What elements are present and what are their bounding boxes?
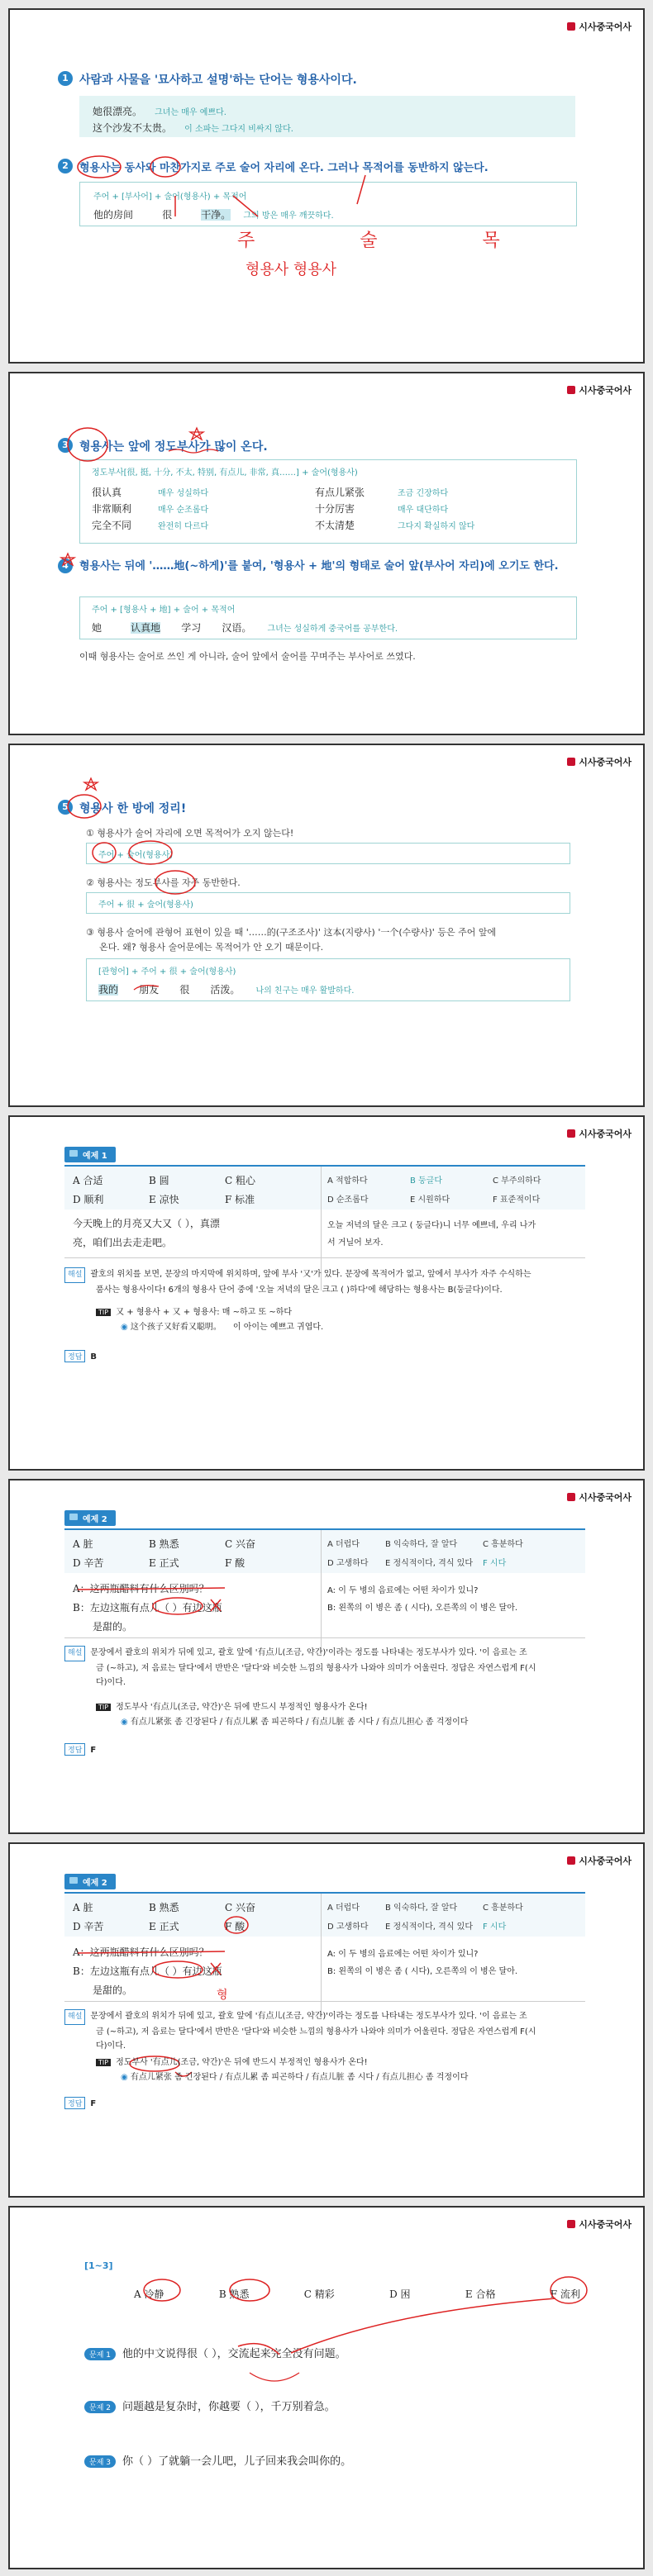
brand-name: 시사중국어사	[579, 757, 632, 768]
option: E 合格	[465, 2288, 496, 2300]
explanation-label: 해설	[64, 2009, 85, 2025]
explanation-text: 품사는 형용사이다! 6개의 형용사 단어 중에 '오늘 저녁의 달은 크고 ( )하다'에 해당하는 형용사는 B(둥글다)이다.	[96, 1286, 503, 1295]
question-line: 서 거닐어 보자.	[327, 1238, 384, 1248]
question-text: 你（ ）了就躺一会儿吧，儿子回来我会叫你的。	[122, 2455, 352, 2468]
formula-box	[86, 843, 570, 864]
option: E 正式	[149, 1557, 179, 1569]
brand-logo	[567, 1490, 632, 1504]
example-predicate: 干净。	[201, 209, 231, 221]
explanation-text: 다)이다.	[96, 1678, 126, 1687]
option: D 辛苦	[73, 1557, 104, 1569]
tip-box: TIP 又 + 형용사 + 又 + 형용사: 매 ~하고 또 ~하다 ◉ 这个孩子又好看又聪明。 이 아이는 예쁘고 귀엽다.	[96, 1305, 323, 1335]
option-ko: F 시다	[483, 1922, 507, 1932]
brand-logo	[567, 1854, 632, 1867]
option: C 粗心	[225, 1175, 255, 1186]
option-ko: B 둥글다	[410, 1176, 443, 1186]
explanation-text: 문장에서 괄호의 위치가 뒤에 있고, 괄호 앞에 '有点儿(조금, 약간)'이라는 정도를 나타내는 정도부사가 있다. '이 음료는 조	[90, 2012, 527, 2021]
cn: 不太清楚	[315, 519, 355, 531]
example-tag: 예제 2	[64, 1874, 116, 1889]
point-heading: 사람과 사물을 '묘사하고 설명'하는 단어는 형용사이다.	[79, 74, 357, 87]
answer	[64, 1743, 96, 1756]
question-line: B: 왼쪽의 이 병은 좀 ( 시다), 오른쪽의 이 병은 달아.	[327, 1967, 518, 1976]
point-number: 4	[58, 558, 73, 573]
summary-item: ② 형용사는 정도부사를 자주 동반한다.	[86, 877, 241, 888]
formula: 주어 + [형용사 + 地] + 술어 + 목적어	[92, 606, 236, 615]
example-subject: 朋友	[139, 984, 160, 996]
question-line: A：这两瓶醋料有什么区别吗？	[73, 1946, 209, 1958]
option: F 酸	[225, 1921, 245, 1932]
question-text: 问题越是复杂时，你越要（ ），千万别着急。	[122, 2401, 336, 2413]
formula: 정도부사[很, 挺, 十分, 不太, 特别, 有点儿, 非常, 真……] + 술어(형용사)	[92, 468, 358, 478]
ko: 매우 대단하다	[398, 505, 449, 515]
option: C 兴奋	[225, 1902, 255, 1913]
question-line: A: 이 두 병의 음료에는 어떤 차이가 있니?	[327, 1586, 479, 1595]
example-adverbial: 认真地	[131, 622, 161, 634]
example-cn: 这个沙发不太贵。	[93, 122, 173, 134]
question-ko	[327, 1218, 536, 1248]
brand-icon	[567, 22, 575, 31]
tip-example-ko: 이 아이는 예쁘고 귀엽다.	[232, 1323, 324, 1332]
option-ko: E 정식적이다, 격식 있다	[385, 1922, 473, 1932]
option: B 圆	[149, 1175, 169, 1186]
question-cn	[73, 1216, 220, 1249]
cn: 有点儿紧张	[315, 486, 365, 498]
option: A 脏	[73, 1538, 93, 1550]
tip-example: 有点儿紧张 좀 긴장된다 / 有点儿累 좀 피곤하다 / 有点儿脏 좀 시다 / 有点儿担心 좀 걱정이다	[130, 1718, 469, 1727]
summary-item: ③ 형용사 술어에 관형어 표현이 있을 때 '……的(구조조사)' 这本(지량사) '一个(수량사)' 등은 주어 앞에	[86, 927, 497, 938]
option-table	[64, 1165, 585, 1210]
formula-box	[79, 182, 577, 226]
option: E 正式	[149, 1921, 179, 1932]
point-number: 3	[58, 438, 73, 453]
explanation-text: 금 (~하고), 저 음료는 달다'에서 반반은 '달다'와 비슷한 느낌의 형용사가 나와야 의미가 어울린다. 정답은 자연스럽게 F(시	[96, 2027, 536, 2037]
tip-label: TIP	[96, 1704, 111, 1711]
slide-1	[8, 8, 645, 364]
option: C 精彩	[303, 2288, 335, 2300]
formula-box	[86, 958, 570, 1001]
example-ko: 나의 친구는 매우 활발하다.	[255, 986, 355, 996]
option: D 辛苦	[73, 1921, 104, 1932]
ko: 매우 성실하다	[158, 488, 209, 498]
ko: 조금 긴장하다	[398, 488, 449, 498]
formula: 주어 + 很 + 술어(형용사)	[98, 901, 193, 910]
brand-logo	[567, 383, 632, 397]
brand-name: 시사중국어사	[579, 1492, 632, 1503]
formula: 주어 + [부사어] + 술어(형용사) + 목적어	[93, 192, 247, 202]
option-ko: D 고생하다	[327, 1922, 369, 1932]
question-cn	[73, 1945, 222, 1997]
explanation	[64, 2009, 593, 2053]
option-ko: A 적합하다	[327, 1176, 368, 1186]
option-ko: E 정식적이다, 격식 있다	[385, 1559, 473, 1568]
explanation-label: 해설	[64, 1646, 85, 1661]
cn: 非常顺利	[92, 502, 132, 515]
cn: 完全不同	[92, 519, 132, 531]
slide-7	[8, 2206, 645, 2569]
option-ko: C 부주의하다	[493, 1176, 541, 1186]
explanation-text: 문장에서 괄호의 위치가 뒤에 있고, 괄호 앞에 '有点儿(조금, 약간)'이라는 정도를 나타내는 정도부사가 있다. '이 음료는 조	[90, 1648, 527, 1657]
slide-6	[8, 1842, 645, 2198]
example-box	[79, 96, 575, 137]
answer-label: 정답	[64, 1743, 85, 1756]
option: B 熟悉	[149, 1902, 179, 1913]
brand-icon	[567, 1129, 575, 1138]
answer-value: F	[90, 1746, 97, 1755]
question-1	[84, 2345, 346, 2360]
question-label: 문제 1	[84, 2348, 116, 2360]
question-line: B：左边这瓶有点儿（ ）有边这瓶	[73, 1602, 222, 1614]
tip-label: TIP	[96, 1309, 111, 1316]
option: F 标准	[225, 1194, 255, 1205]
question-line: B: 왼쪽의 이 병은 좀 ( 시다), 오른쪽의 이 병은 달아.	[327, 1604, 518, 1613]
example-ko: 이 소파는 그다지 비싸지 않다.	[184, 125, 293, 134]
tip-text: 정도부사 '有点儿(조금, 약간)'은 뒤에 반드시 부정적인 형용사가 온다!	[116, 2058, 368, 2067]
brand-name: 시사중국어사	[579, 1129, 632, 1139]
answer-label: 정답	[64, 1350, 85, 1362]
question-ko	[327, 1583, 517, 1613]
explanation-label: 해설	[64, 1267, 85, 1283]
question-ko	[327, 1946, 517, 1976]
brand-logo	[567, 20, 632, 33]
formula-box	[79, 596, 577, 639]
answer-label: 정답	[64, 2097, 85, 2109]
option: A 脏	[73, 1902, 93, 1913]
point-heading: 형용사 한 방에 정리!	[79, 802, 187, 815]
question-range: [1~3]	[84, 2260, 113, 2271]
formula: [관형어] + 주어 + 很 + 술어(형용사)	[98, 967, 236, 977]
brand-icon	[567, 386, 575, 394]
option: D 顺利	[73, 1194, 104, 1205]
option-list	[134, 2287, 580, 2301]
option-ko: F 시다	[483, 1559, 507, 1568]
tip-example: 这个孩子又好看又聪明。	[130, 1323, 222, 1332]
explanation	[64, 1267, 593, 1297]
question-line: 是甜的。	[93, 1984, 133, 1996]
option-ko: C 흥분하다	[483, 1540, 523, 1549]
formula-box	[86, 892, 570, 914]
brand-logo	[567, 1127, 632, 1140]
example-adverb: 很	[162, 209, 173, 221]
brand-name: 시사중국어사	[579, 385, 632, 396]
explanation-text: 다)이다.	[96, 2041, 126, 2051]
option: F 酸	[225, 1557, 245, 1569]
question-line: A: 이 두 병의 음료에는 어떤 차이가 있니?	[327, 1950, 479, 1959]
answer	[64, 1350, 97, 1362]
tip-example: 有点儿紧张 좀 긴장된다 / 有点儿累 좀 피곤하다 / 有点儿脏 좀 시다 / 有点儿担心 좀 걱정이다	[130, 2073, 469, 2082]
slide-5	[8, 1479, 645, 1834]
brand-icon	[567, 1493, 575, 1501]
brand-icon	[567, 2220, 575, 2228]
option-table	[64, 1528, 585, 1573]
example-ko: 그녀는 매우 예쁘다.	[155, 108, 226, 117]
brand-icon	[567, 1856, 575, 1865]
handwritten-note: 주 술 목	[237, 231, 550, 251]
slide-2	[8, 372, 645, 735]
cn: 十分厉害	[315, 502, 355, 515]
ko: 매우 순조롭다	[158, 505, 209, 515]
brand-icon	[567, 758, 575, 766]
question-3	[84, 2452, 351, 2468]
answer	[64, 2097, 96, 2109]
point-heading: 형용사는 뒤에 '……地(~하게)'를 붙여, '형용사 + 地'의 형태로 술어 앞(부사어 자리)에 오기도 한다.	[79, 560, 559, 573]
option-ko: B 익숙하다, 잘 알다	[385, 1540, 458, 1549]
example-cn: 她很漂亮。	[93, 106, 143, 117]
option: C 兴奋	[225, 1538, 255, 1550]
answer-value: F	[90, 2099, 97, 2108]
option: A 合适	[73, 1175, 103, 1186]
example-verb: 学习	[181, 622, 202, 634]
option: F 流利	[550, 2288, 580, 2300]
question-line: A：这两瓶醋料有什么区别吗？	[73, 1583, 209, 1595]
option: B 熟悉	[218, 2288, 250, 2300]
tip-box: TIP 정도부사 '有点儿(조금, 약간)'은 뒤에 반드시 부정적인 형용사가 온다! ◉ 有点儿紧张 좀 긴장된다 / 有点儿累 좀 피곤하다 / 有点儿脏 좀 시다 / 有点儿担心 좀 걱정이다	[96, 1700, 468, 1730]
example-adverb: 很	[179, 984, 190, 996]
explanation-text: 괄호의 위치를 보면, 문장의 마지막에 위치하며, 앞에 부사 '又'가 있다. 문장에 목적어가 없고, 앞에서 부사가 자주 수식하는	[90, 1270, 531, 1279]
formula: 주어 + 술어(형용사)	[98, 851, 174, 860]
example-predicate: 活泼。	[210, 984, 241, 996]
adverb-examples	[92, 483, 563, 533]
tip-text: 정도부사 '有点儿(조금, 약간)'은 뒤에 반드시 부정적인 형용사가 온다!	[116, 1703, 368, 1712]
brand-name: 시사중국어사	[579, 2219, 632, 2230]
option-ko: B 익숙하다, 잘 알다	[385, 1903, 458, 1913]
option: B 熟悉	[149, 1538, 179, 1550]
question-label: 문제 3	[84, 2455, 116, 2468]
example-subject: 她	[92, 622, 102, 634]
cn: 很认真	[92, 486, 122, 498]
example-subject: 他的房间	[93, 209, 134, 221]
note: 이때 형용사는 술어로 쓰인 게 아니라, 술어 앞에서 술어를 꾸며주는 부사어로 쓰였다.	[79, 651, 416, 662]
handwritten-note: 형용사 형용사	[245, 261, 337, 278]
option-ko: D 고생하다	[327, 1559, 369, 1568]
answer-value: B	[90, 1352, 98, 1362]
point-number: 1	[58, 71, 73, 86]
question-2	[84, 2398, 336, 2413]
tip-text: 又 + 형용사 + 又 + 형용사: 매 ~하고 또 ~하다	[116, 1308, 293, 1317]
brand-logo	[567, 755, 632, 768]
example-ko: 그의 방은 매우 깨끗하다.	[243, 211, 334, 221]
option: E 凉快	[149, 1194, 179, 1205]
point-heading: 형용사는 동사와 마찬가지로 주로 술어 자리에 온다. 그러나 목적어를 동반하지 않는다.	[79, 162, 489, 174]
option-table	[64, 1892, 585, 1937]
slide-3	[8, 744, 645, 1107]
example-tag: 예제 1	[64, 1147, 116, 1162]
summary-item: 온다. 왜? 형용사 술어문에는 목적어가 안 오기 때문이다.	[99, 942, 324, 953]
question-line: 오늘 저녁의 달은 크고 ( 둥글다)니 너무 예쁘네, 우리 나가	[327, 1221, 536, 1230]
formula-box	[79, 459, 577, 544]
example-tag: 예제 2	[64, 1510, 116, 1526]
tip-box: TIP 정도부사 '有点儿(조금, 약간)'은 뒤에 반드시 부정적인 형용사가 온다! ◉ 有点儿紧张 좀 긴장된다 / 有点儿累 좀 피곤하다 / 有点儿脏 좀 시다 / 有点儿担心 좀 걱정이다	[96, 2056, 468, 2085]
point-heading: 형용사는 앞에 정도부사가 많이 온다.	[79, 440, 268, 454]
summary-item: ① 형용사가 술어 자리에 오면 목적어가 오지 않는다!	[86, 828, 294, 839]
ko: 완전히 다르다	[158, 521, 209, 531]
option: A 冷静	[134, 2288, 164, 2300]
question-line: 是甜的。	[93, 1621, 133, 1633]
slide-4	[8, 1115, 645, 1471]
handwritten-note: 형	[217, 1989, 228, 2002]
question-line: 今天晚上的月亮又大又（ ），真漂	[73, 1218, 220, 1229]
explanation	[64, 1646, 593, 1690]
brand-logo	[567, 2217, 632, 2231]
brand-name: 시사중국어사	[579, 1856, 632, 1866]
ko: 그다지 확실하지 않다	[398, 521, 475, 531]
question-label: 문제 2	[84, 2401, 116, 2413]
option-ko: C 흥분하다	[483, 1903, 523, 1913]
example-attributive: 我的	[98, 984, 119, 996]
option-ko: F 표준적이다	[493, 1195, 541, 1205]
point-number: 2	[58, 159, 73, 173]
example-ko: 그녀는 성실하게 중국어를 공부한다.	[267, 625, 398, 634]
option-ko: E 시원하다	[410, 1195, 450, 1205]
option-ko: A 더럽다	[327, 1540, 360, 1549]
option: D 困	[389, 2288, 411, 2300]
point-number: 5	[58, 800, 73, 815]
brand-name: 시사중국어사	[579, 21, 632, 32]
question-line: 亮，咱们出去走走吧。	[73, 1237, 173, 1248]
option-ko: A 더럽다	[327, 1903, 360, 1913]
example-object: 汉语。	[222, 622, 252, 634]
question-cn	[73, 1581, 222, 1633]
question-line: B：左边这瓶有点儿（ ）有边这瓶	[73, 1965, 222, 1977]
question-text: 他的中文说得很（ ），交流起来完全没有问题。	[122, 2348, 346, 2360]
handwriting-annotation	[10, 373, 645, 735]
option-ko: D 순조롭다	[327, 1195, 369, 1205]
tip-label: TIP	[96, 2059, 111, 2066]
explanation-text: 금 (~하고), 저 음료는 달다'에서 반반은 '달다'와 비슷한 느낌의 형용사가 나와야 의미가 어울린다. 정답은 자연스럽게 F(시	[96, 1664, 536, 1673]
